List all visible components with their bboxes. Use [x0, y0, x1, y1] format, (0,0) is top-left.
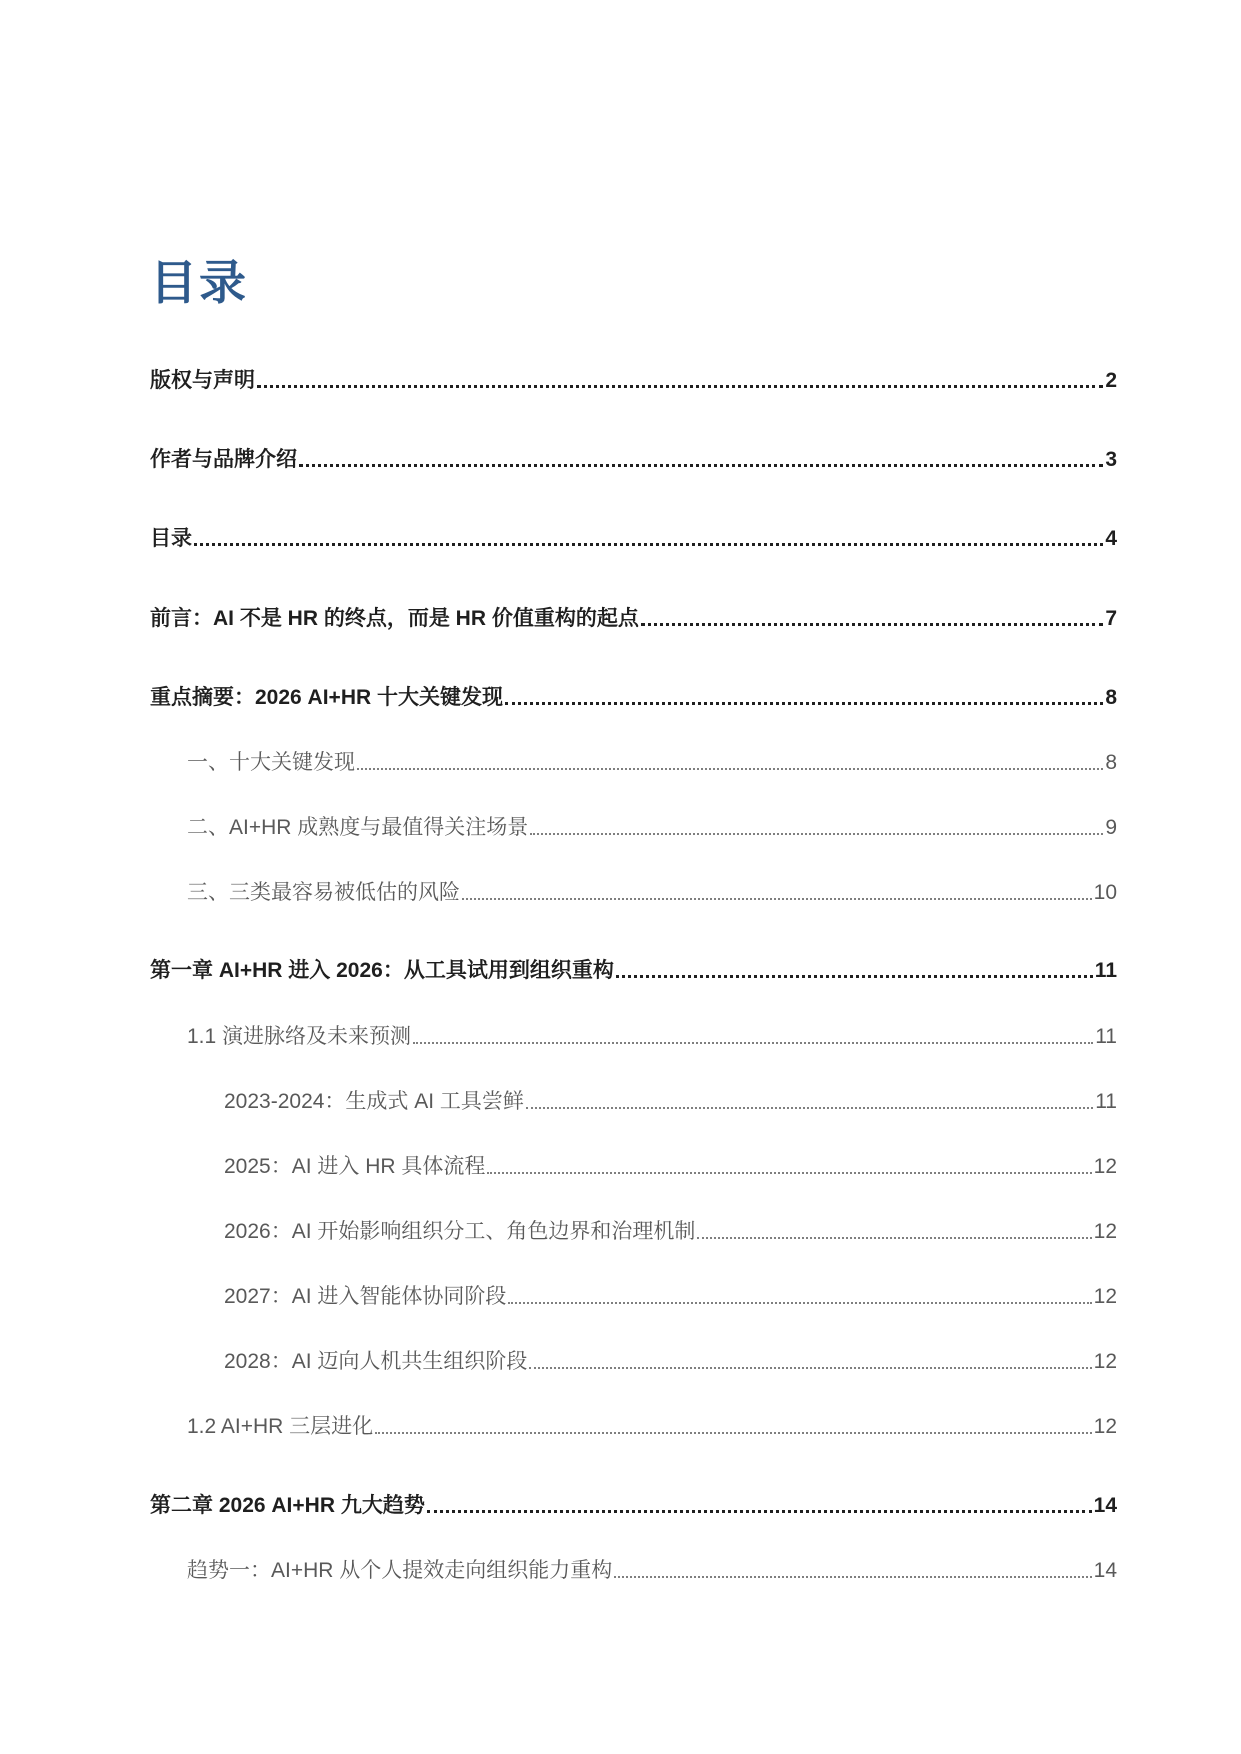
toc-entry-title: 重点摘要：2026 AI+HR 十大关键发现 — [150, 686, 503, 709]
toc-entry-page: 8 — [1105, 686, 1117, 709]
toc-leader-dots — [427, 1510, 1092, 1513]
toc-entry[interactable] — [224, 1218, 1117, 1246]
toc-entry[interactable] — [150, 446, 1117, 474]
toc-leader-dots — [616, 975, 1093, 978]
toc-entry-title: 三、三类最容易被低估的风险 — [187, 881, 460, 904]
toc-entry-title: 第一章 AI+HR 进入 2026：从工具试用到组织重构 — [150, 959, 614, 982]
toc-leader-dots — [413, 1042, 1093, 1044]
toc-entry-title: 2028：AI 迈向人机共生组织阶段 — [224, 1350, 528, 1373]
toc-entry[interactable] — [150, 605, 1117, 633]
toc-entry-page: 12 — [1093, 1415, 1117, 1438]
toc-leader-dots — [357, 768, 1103, 770]
toc-entry[interactable] — [150, 1492, 1117, 1520]
toc-leader-dots — [462, 898, 1092, 900]
toc-entry[interactable] — [224, 1088, 1117, 1116]
toc-leader-dots — [526, 1107, 1093, 1109]
toc-entry-page: 8 — [1105, 751, 1117, 774]
toc-entry[interactable] — [224, 1283, 1117, 1311]
toc-leader-dots — [299, 464, 1103, 467]
toc-leader-dots — [614, 1576, 1091, 1578]
toc-entry-page: 14 — [1093, 1494, 1117, 1517]
toc-leader-dots — [641, 623, 1103, 626]
toc-entry[interactable] — [187, 749, 1117, 777]
toc-entry-page: 12 — [1093, 1285, 1117, 1308]
toc-entry-page: 12 — [1093, 1155, 1117, 1178]
toc-entry[interactable] — [150, 367, 1117, 395]
toc-entry-title: 1.1 演进脉络及未来预测 — [187, 1025, 412, 1048]
toc-entry-page: 9 — [1105, 816, 1117, 839]
toc-entry-title: 第二章 2026 AI+HR 九大趋势 — [150, 1494, 425, 1517]
toc-entry-title: 目录 — [150, 527, 192, 550]
toc-entry-title: 一、十大关键发现 — [187, 751, 355, 774]
toc-leader-dots — [375, 1432, 1092, 1434]
toc-leader-dots — [487, 1172, 1091, 1174]
toc-entry-page: 3 — [1105, 448, 1117, 471]
toc-leader-dots — [529, 1367, 1091, 1369]
toc-entry[interactable] — [150, 525, 1117, 553]
toc-entry[interactable] — [187, 879, 1117, 907]
toc-entry[interactable] — [150, 957, 1117, 985]
toc-entry-title: 趋势一：AI+HR 从个人提效走向组织能力重构 — [187, 1559, 613, 1582]
toc-entry-page: 11 — [1095, 1025, 1117, 1048]
toc-entry-title: 2027：AI 进入智能体协同阶段 — [224, 1285, 507, 1308]
toc-entry[interactable] — [187, 1557, 1117, 1585]
toc-entry[interactable] — [224, 1348, 1117, 1376]
toc-entry-title: 2026：AI 开始影响组织分工、角色边界和治理机制 — [224, 1220, 696, 1243]
toc-entry-page: 11 — [1095, 1090, 1117, 1113]
toc-leader-dots — [530, 833, 1103, 835]
toc-entry[interactable] — [150, 684, 1117, 712]
toc-entry[interactable] — [187, 1413, 1117, 1441]
toc-entry-page: 11 — [1094, 959, 1117, 982]
toc-entry-title: 作者与品牌介绍 — [150, 448, 297, 471]
toc-entry[interactable] — [224, 1153, 1117, 1181]
toc-leader-dots — [508, 1302, 1091, 1304]
toc-entry-page: 14 — [1093, 1559, 1117, 1582]
toc-entry-title: 二、AI+HR 成熟度与最值得关注场景 — [187, 816, 529, 839]
toc-leader-dots — [505, 702, 1103, 705]
toc-entry-page: 12 — [1093, 1220, 1117, 1243]
toc-entry-title: 前言：AI 不是 HR 的终点，而是 HR 价值重构的起点 — [150, 607, 639, 630]
page-title: 目录 — [150, 256, 248, 310]
toc-leader-dots — [194, 543, 1103, 546]
toc-leader-dots — [697, 1237, 1091, 1239]
toc-entry-title: 2025：AI 进入 HR 具体流程 — [224, 1155, 486, 1178]
toc-leader-dots — [257, 385, 1103, 388]
toc-entry-title: 2023-2024：生成式 AI 工具尝鲜 — [224, 1090, 524, 1113]
toc-entry-title: 版权与声明 — [150, 369, 255, 392]
toc-entry-page: 10 — [1093, 881, 1117, 904]
toc-entry-page: 2 — [1105, 369, 1117, 392]
toc-entry[interactable] — [187, 1023, 1117, 1051]
toc-entry[interactable] — [187, 814, 1117, 842]
toc-entry-page: 12 — [1093, 1350, 1117, 1373]
toc-entry-title: 1.2 AI+HR 三层进化 — [187, 1415, 374, 1438]
toc-entry-page: 4 — [1105, 527, 1117, 550]
toc-entry-page: 7 — [1105, 607, 1117, 630]
